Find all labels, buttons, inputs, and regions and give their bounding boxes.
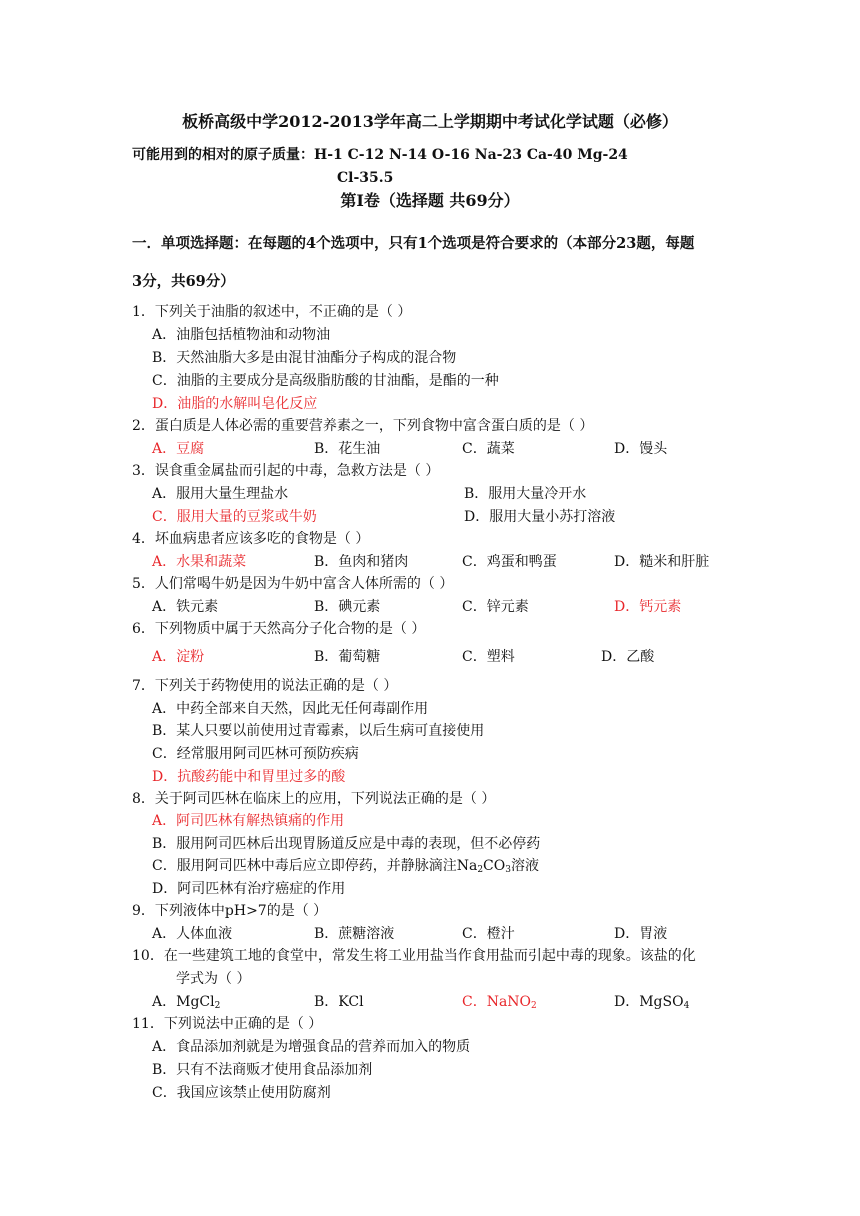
q8-option-c-text: C．服用阿司匹林中毒后应立即停药，并静脉滴注Na <box>152 858 478 874</box>
q9-option-d: D．胃液 <box>614 926 668 942</box>
q8-option-c-tail: 溶液 <box>510 858 539 874</box>
q3-option-b: B．服用大量冷开水 <box>464 486 587 502</box>
q10-option-c-text: C．NaNO <box>462 994 532 1010</box>
atomic-masses-line1: 可能用到的相对的原子质量：H-1 C-12 N-14 O-16 Na-23 Ca-40 Mg-24 <box>132 147 628 163</box>
question-7-stem: 7．下列关于药物使用的说法正确的是（ ） <box>132 678 398 694</box>
q4-option-c: C．鸡蛋和鸭蛋 <box>462 554 557 570</box>
q3-option-c: C．服用大量的豆浆或牛奶 <box>152 509 317 525</box>
question-10-stem-line2: 学式为（ ） <box>176 971 251 987</box>
question-6-stem: 6．下列物质中属于天然高分子化合物的是（ ） <box>132 621 426 637</box>
q7-option-b: B．某人只要以前使用过青霉素，以后生病可直接使用 <box>152 723 485 739</box>
atomic-masses-line2: Cl-35.5 <box>337 170 394 186</box>
q2-option-c: C．蔬菜 <box>462 441 515 457</box>
question-10-stem-line1: 10．在一些建筑工地的食堂中，常发生将工业用盐当作食用盐而引起中毒的现象。该盐的化 <box>132 948 696 964</box>
q4-option-d: D．糙米和肝脏 <box>614 554 710 570</box>
q7-option-c: C．经常服用阿司匹林可预防疾病 <box>152 746 359 762</box>
q6-option-a: A．淀粉 <box>152 649 205 665</box>
q3-option-d: D．服用大量小苏打溶液 <box>464 509 616 525</box>
q11-option-a: A．食品添加剂就是为增强食品的营养而加入的物质 <box>152 1039 471 1055</box>
q5-option-c: C．锌元素 <box>462 599 529 615</box>
q9-option-b: B．蔗糖溶液 <box>314 926 395 942</box>
exam-title: 板桥高级中学2012-2013学年高二上学期期中考试化学试题（必修） <box>182 112 678 131</box>
q10-option-d <box>614 993 689 1015</box>
question-4-stem: 4．坏血病患者应该多吃的食物是（ ） <box>132 531 370 547</box>
q5-option-b: B．碘元素 <box>314 599 381 615</box>
q10-option-c <box>462 993 537 1015</box>
q6-option-c: C．塑料 <box>462 649 515 665</box>
question-11-stem: 11．下列说法中正确的是（ ） <box>132 1016 323 1032</box>
q1-option-a: A．油脂包括植物油和动物油 <box>152 327 331 343</box>
q10-option-a-sub: 2 <box>214 1001 221 1011</box>
question-5-stem: 5．人们常喝牛奶是因为牛奶中富含人体所需的（ ） <box>132 576 454 592</box>
q5-option-d: D．钙元素 <box>614 599 682 615</box>
q10-option-d-text: D．MgSO <box>614 994 684 1010</box>
q3-option-a: A．服用大量生理盐水 <box>152 486 289 502</box>
q6-option-b: B．葡萄糖 <box>314 649 381 665</box>
question-3-stem: 3．误食重金属盐而引起的中毒，急救方法是（ ） <box>132 463 440 479</box>
question-9-stem: 9．下列液体中pH>7的是（ ） <box>132 903 328 919</box>
q8-option-a: A．阿司匹林有解热镇痛的作用 <box>152 813 345 829</box>
q10-option-c-sub: 2 <box>531 1001 537 1011</box>
q8-option-c <box>152 857 539 879</box>
q2-option-a: A．豆腐 <box>152 441 205 457</box>
q8-subscript-3: 3 <box>505 865 511 875</box>
q7-option-d: D．抗酸药能中和胃里过多的酸 <box>152 769 346 785</box>
q10-option-a-text: A．MgCl <box>152 994 215 1010</box>
q8-option-d: D．阿司匹林有治疗癌症的作用 <box>152 881 346 897</box>
q4-option-a: A．水果和蔬菜 <box>152 554 247 570</box>
q10-option-b: B．KCl <box>314 994 364 1010</box>
q6-option-d: D．乙酸 <box>601 649 655 665</box>
q10-option-a <box>152 993 220 1015</box>
q5-option-a: A．铁元素 <box>152 599 219 615</box>
q2-option-b: B．花生油 <box>314 441 381 457</box>
q4-option-b: B．鱼肉和猪肉 <box>314 554 409 570</box>
part-title: 第Ⅰ卷（选择题 共69分） <box>340 191 520 210</box>
section-instruction-line1: 一．单项选择题：在每题的4个选项中，只有1个选项是符合要求的（本部分23题，每题 <box>132 235 695 252</box>
q1-option-b: B．天然油脂大多是由混甘油酯分子构成的混合物 <box>152 350 457 366</box>
question-1-stem: 1．下列关于油脂的叙述中，不正确的是（ ） <box>132 304 412 320</box>
q1-option-d: D．油脂的水解叫皂化反应 <box>152 396 318 412</box>
q2-option-d: D．馒头 <box>614 441 668 457</box>
q8-subscript-2: 2 <box>477 865 484 875</box>
q7-option-a: A．中药全部来自天然，因此无任何毒副作用 <box>152 701 429 717</box>
q10-option-d-sub: 4 <box>683 1001 690 1011</box>
q8-formula-co: CO <box>483 858 506 874</box>
q11-option-c: C．我国应该禁止使用防腐剂 <box>152 1085 331 1101</box>
section-instruction-line2: 3分，共69分） <box>132 273 235 290</box>
question-2-stem: 2．蛋白质是人体必需的重要营养素之一，下列食物中富含蛋白质的是（ ） <box>132 418 594 434</box>
q11-option-b: B．只有不法商贩才使用食品添加剂 <box>152 1062 373 1078</box>
q1-option-c: C．油脂的主要成分是高级脂肪酸的甘油酯，是酯的一种 <box>152 373 499 389</box>
question-8-stem: 8．关于阿司匹林在临床上的应用，下列说法正确的是（ ） <box>132 791 496 807</box>
q9-option-c: C．橙汁 <box>462 926 515 942</box>
q8-option-b: B．服用阿司匹林后出现胃肠道反应是中毒的表现，但不必停药 <box>152 836 541 852</box>
q9-option-a: A．人体血液 <box>152 926 233 942</box>
